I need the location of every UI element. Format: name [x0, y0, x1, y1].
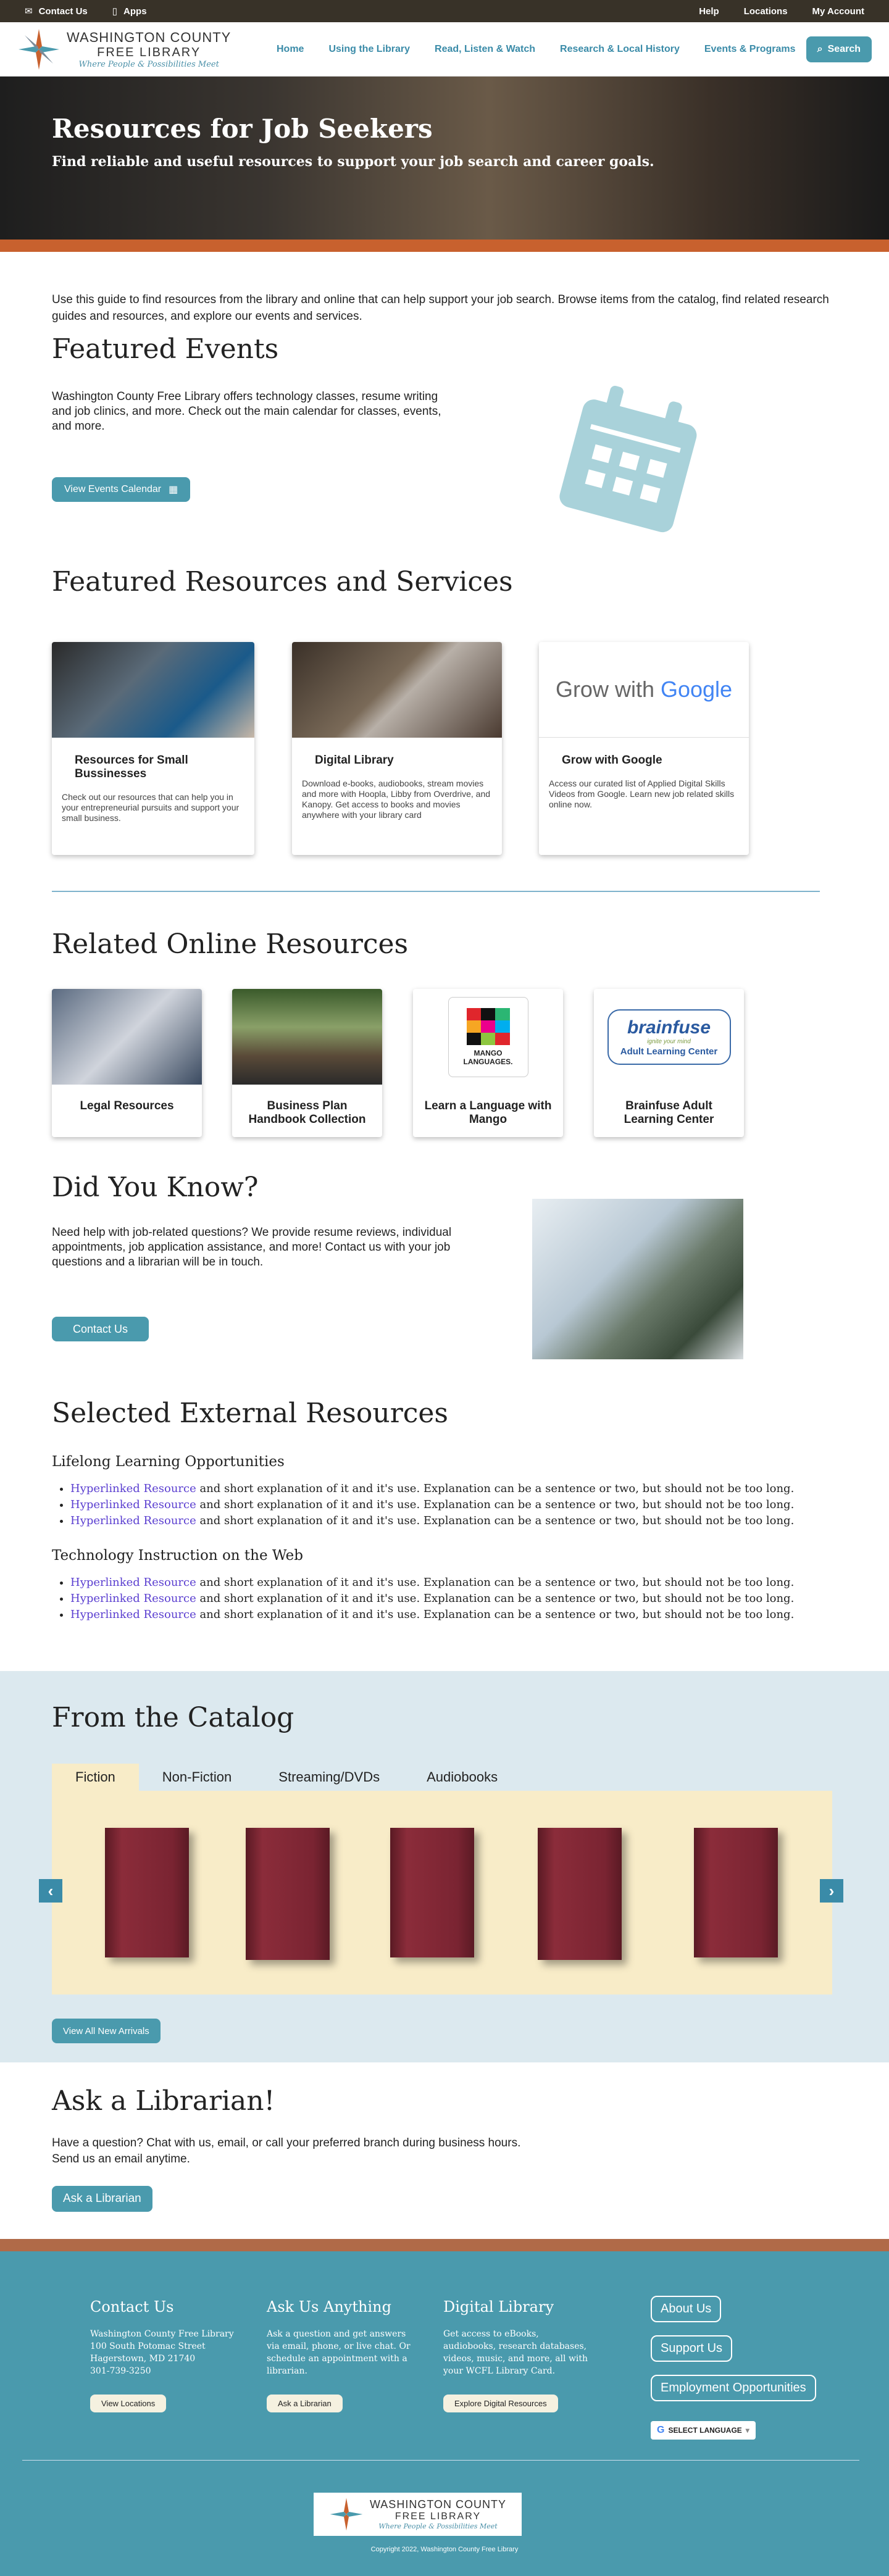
- footer-digital: [443, 2298, 591, 2412]
- library-logo[interactable]: [17, 28, 264, 71]
- footer-logo-star-icon: [329, 2497, 364, 2532]
- card-small-business[interactable]: [52, 642, 254, 855]
- footer-logo-text: [370, 2498, 506, 2530]
- card-text: Download e-books, audiobooks, stream movies and more with Hoopla, Libby from Overdrive, and Kanopy. Get access to books and movies anywhere with your library card: [302, 778, 491, 820]
- support-us-button[interactable]: Support Us: [651, 2335, 732, 2362]
- section-divider: [52, 891, 820, 892]
- apps-label: Apps: [123, 6, 147, 17]
- list-item: [70, 1591, 842, 1607]
- catalog-section: [0, 1671, 889, 2062]
- small-business-image: [52, 642, 254, 738]
- librarians-photo: [532, 1199, 743, 1359]
- site-footer: [0, 2251, 889, 2576]
- catalog-heading: From the Catalog: [52, 1702, 294, 1733]
- about-us-button[interactable]: About Us: [651, 2296, 721, 2322]
- digital-library-image: [292, 642, 502, 738]
- brainfuse-subtitle: Adult Learning Center: [620, 1046, 718, 1057]
- events-text: Washington County Free Library offers technology classes, resume writing and job clinics, and more. Check out the main calendar for classes, events, and more.: [52, 390, 441, 433]
- book-cover[interactable]: [105, 1828, 189, 1957]
- brainfuse-logo: [607, 1009, 731, 1065]
- contact-us-button[interactable]: [52, 1317, 149, 1341]
- list-item: [70, 1481, 842, 1497]
- card-grow-with-google[interactable]: [539, 642, 749, 855]
- dropdown-arrow-icon: ▾: [745, 2426, 749, 2435]
- mango-logo: [448, 997, 528, 1077]
- hero-subtitle: Find reliable and useful resources to support your job search and career goals.: [52, 154, 654, 170]
- mango-logo-area: [413, 989, 563, 1085]
- main-nav: [277, 44, 795, 55]
- tab-audiobooks[interactable]: Audiobooks: [427, 1769, 498, 1785]
- footer-ask-text: Ask a question and get answers via email, phone, or live chat. Or schedule an appointment with a librarian.: [267, 2329, 411, 2376]
- search-icon: ⌕: [817, 43, 823, 54]
- footer-ask-librarian-button[interactable]: Ask a Librarian: [267, 2395, 343, 2412]
- footer-logo[interactable]: [314, 2493, 522, 2536]
- resource-link[interactable]: Hyperlinked Resource: [70, 1592, 196, 1605]
- card-legal[interactable]: [52, 989, 202, 1137]
- hero-banner: [0, 77, 889, 240]
- card-text: Access our curated list of Applied Digital Skills Videos from Google. Learn new job related skills online now.: [549, 778, 735, 809]
- business-plan-image: [232, 989, 382, 1085]
- book-cover[interactable]: [694, 1828, 778, 1957]
- footer-logo-line1: WASHINGTON COUNTY: [369, 2498, 506, 2511]
- google-logo: [539, 642, 749, 738]
- language-label: SELECT LANGUAGE: [668, 2426, 742, 2435]
- brainfuse-logo-text: brainfuse: [627, 1017, 711, 1038]
- brainfuse-tagline: ignite your mind: [647, 1038, 691, 1045]
- resource-desc: and short explanation of it and it's use. Explanation can be a sentence or two, but should not be too long.: [196, 1482, 795, 1495]
- resource-link[interactable]: Hyperlinked Resource: [70, 1498, 196, 1511]
- calendar-small-icon: ▦: [169, 485, 178, 495]
- card-brainfuse[interactable]: [594, 989, 744, 1137]
- list-item: [70, 1497, 842, 1513]
- resource-desc: and short explanation of it and it's use. Explanation can be a sentence or two, but should not be too long.: [196, 1576, 795, 1589]
- resource-desc: and short explanation of it and it's use. Explanation can be a sentence or two, but should not be too long.: [196, 1498, 795, 1511]
- footer-phone: 301-739-3250: [90, 2366, 151, 2376]
- legal-image: [52, 989, 202, 1085]
- phone-icon: ▯: [112, 6, 118, 17]
- list-item: [70, 1575, 842, 1591]
- carousel-prev-arrow[interactable]: [39, 1879, 62, 1903]
- view-new-arrivals-button[interactable]: [52, 2019, 161, 2043]
- page-title: Resources for Job Seekers: [52, 114, 433, 144]
- card-title: Resources for Small Bussinesses: [75, 754, 188, 780]
- ask-librarian-button[interactable]: [52, 2186, 152, 2212]
- nav-read-listen-watch[interactable]: Read, Listen & Watch: [435, 43, 536, 54]
- list-item: [70, 1607, 842, 1623]
- view-events-label: View Events Calendar: [64, 484, 162, 494]
- logo-text: [67, 30, 231, 69]
- book-cover[interactable]: [246, 1828, 330, 1960]
- footer-ask: [267, 2298, 415, 2412]
- footer-digital-title: Digital Library: [443, 2298, 554, 2315]
- footer-address-line: Hagerstown, MD 21740: [90, 2354, 196, 2364]
- card-title: Business Plan Handbook Collection: [248, 1099, 366, 1126]
- card-title: Legal Resources: [80, 1099, 174, 1112]
- view-locations-button[interactable]: View Locations: [90, 2395, 166, 2412]
- contact-link[interactable]: [25, 6, 88, 17]
- tab-non-fiction[interactable]: Non-Fiction: [162, 1769, 232, 1785]
- search-button[interactable]: [806, 36, 872, 62]
- card-mango[interactable]: [413, 989, 563, 1137]
- card-business-plan[interactable]: [232, 989, 382, 1137]
- logo-star-icon: [17, 28, 61, 71]
- logo-line2: FREE LIBRARY: [97, 45, 201, 59]
- card-title: Learn a Language with Mango: [424, 1099, 552, 1126]
- resource-desc: and short explanation of it and it's use. Explanation can be a sentence or two, but should not be too long.: [196, 1608, 795, 1621]
- tab-fiction[interactable]: Fiction: [52, 1764, 139, 1791]
- chevron-left-icon: ‹: [48, 1881, 54, 1900]
- card-title: Digital Library: [315, 754, 394, 767]
- contact-us-label: Contact Us: [73, 1322, 128, 1335]
- view-events-button[interactable]: [52, 477, 190, 502]
- employment-button[interactable]: Employment Opportunities: [651, 2375, 816, 2401]
- nav-home[interactable]: Home: [277, 43, 304, 54]
- resource-link[interactable]: Hyperlinked Resource: [70, 1482, 196, 1495]
- logo-tagline: Where People & Possibilities Meet: [78, 59, 219, 69]
- did-you-know-heading: Did You Know?: [52, 1172, 259, 1203]
- featured-heading: Featured Resources and Services: [52, 566, 513, 598]
- resource-link[interactable]: Hyperlinked Resource: [70, 1514, 196, 1527]
- mango-mark-icon: [467, 1008, 510, 1045]
- apps-link[interactable]: [112, 6, 147, 17]
- book-cover[interactable]: [538, 1828, 622, 1960]
- view-new-arrivals-label: View All New Arrivals: [63, 2025, 149, 2036]
- grow-with-text: Grow with: [555, 677, 654, 702]
- footer-digital-text: Get access to eBooks, audiobooks, research databases, videos, music, and more, all with your WCFL Library Card.: [443, 2329, 588, 2376]
- resource-desc: and short explanation of it and it's use. Explanation can be a sentence or two, but should not be too long.: [196, 1592, 795, 1605]
- card-title: Brainfuse Adult Learning Center: [624, 1099, 714, 1126]
- technology-heading: Technology Instruction on the Web: [52, 1548, 304, 1564]
- mail-icon: ✉: [25, 6, 33, 17]
- google-brand-text: Google: [660, 677, 733, 702]
- help-link[interactable]: Help: [699, 6, 719, 17]
- footer-ask-title: Ask Us Anything: [267, 2298, 391, 2315]
- copyright: Copyright 2022, Washington County Free Library: [370, 2546, 519, 2553]
- chevron-right-icon: ›: [828, 1881, 835, 1900]
- logo-line1: WASHINGTON COUNTY: [67, 29, 232, 45]
- ask-heading: Ask a Librarian!: [52, 2085, 275, 2117]
- technology-list: [70, 1575, 842, 1623]
- card-title: Grow with Google: [562, 754, 662, 767]
- language-select[interactable]: [651, 2421, 756, 2440]
- lifelong-list: [70, 1481, 842, 1529]
- footer-address-line: 100 South Potomac Street: [90, 2341, 206, 2351]
- google-g-icon: G: [657, 2425, 665, 2435]
- events-heading: Featured Events: [52, 333, 279, 365]
- card-digital-library[interactable]: [292, 642, 502, 855]
- footer-contact: [90, 2298, 251, 2412]
- tab-streaming[interactable]: Streaming/DVDs: [278, 1769, 380, 1785]
- footer-logo-tagline: Where People & Possibilities Meet: [378, 2522, 498, 2530]
- ask-text-1: Have a question? Chat with us, email, or call your preferred branch during business hours.: [52, 2136, 521, 2149]
- catalog-tabs: [52, 1764, 521, 1791]
- related-heading: Related Online Resources: [52, 928, 409, 960]
- contact-label: Contact Us: [38, 6, 88, 17]
- did-you-know-text: Need help with job-related questions? We provide resume reviews, individual appointments, job application assistance, and more! Contact us with your job questions and a librarian will be in touch.: [52, 1226, 452, 1269]
- calendar-icon: [556, 386, 704, 534]
- resource-desc: and short explanation of it and it's use. Explanation can be a sentence or two, but should not be too long.: [196, 1514, 795, 1527]
- footer-divider: [22, 2460, 859, 2461]
- ask-text-2: Send us an email anytime.: [52, 2153, 190, 2165]
- explore-digital-button[interactable]: Explore Digital Resources: [443, 2395, 558, 2412]
- ask-librarian-label: Ask a Librarian: [63, 2192, 141, 2205]
- mango-logo-text: MANGO LANGUAGES.: [463, 1048, 513, 1066]
- nav-events[interactable]: Events & Programs: [704, 43, 796, 54]
- carousel-next-arrow[interactable]: [820, 1879, 843, 1903]
- external-heading: Selected External Resources: [52, 1398, 448, 1429]
- utility-bar: [0, 0, 889, 22]
- locations-link[interactable]: Locations: [743, 6, 788, 17]
- footer-logo-line2: FREE LIBRARY: [394, 2511, 482, 2522]
- list-item: [70, 1513, 842, 1529]
- site-header: [0, 22, 889, 77]
- resource-link[interactable]: Hyperlinked Resource: [70, 1576, 196, 1589]
- nav-using-library[interactable]: Using the Library: [328, 43, 411, 54]
- footer-address-line: Washington County Free Library: [90, 2329, 234, 2339]
- card-text: Check out our resources that can help you in your entrepreneurial pursuits and support your small business.: [62, 792, 240, 823]
- footer-contact-title: Contact Us: [90, 2298, 174, 2315]
- lifelong-heading: Lifelong Learning Opportunities: [52, 1454, 285, 1470]
- intro-text: Use this guide to find resources from the library and online that can help support your job search. Browse items from the catalog, find related research guides and resources, and explore our events and services.: [52, 293, 829, 323]
- my-account-link[interactable]: My Account: [812, 6, 864, 17]
- book-cover[interactable]: [390, 1828, 474, 1957]
- resource-link[interactable]: Hyperlinked Resource: [70, 1608, 196, 1621]
- nav-research[interactable]: Research & Local History: [560, 43, 680, 54]
- catalog-carousel: [52, 1791, 832, 1995]
- brainfuse-logo-area: [594, 989, 744, 1085]
- search-label: Search: [827, 43, 861, 54]
